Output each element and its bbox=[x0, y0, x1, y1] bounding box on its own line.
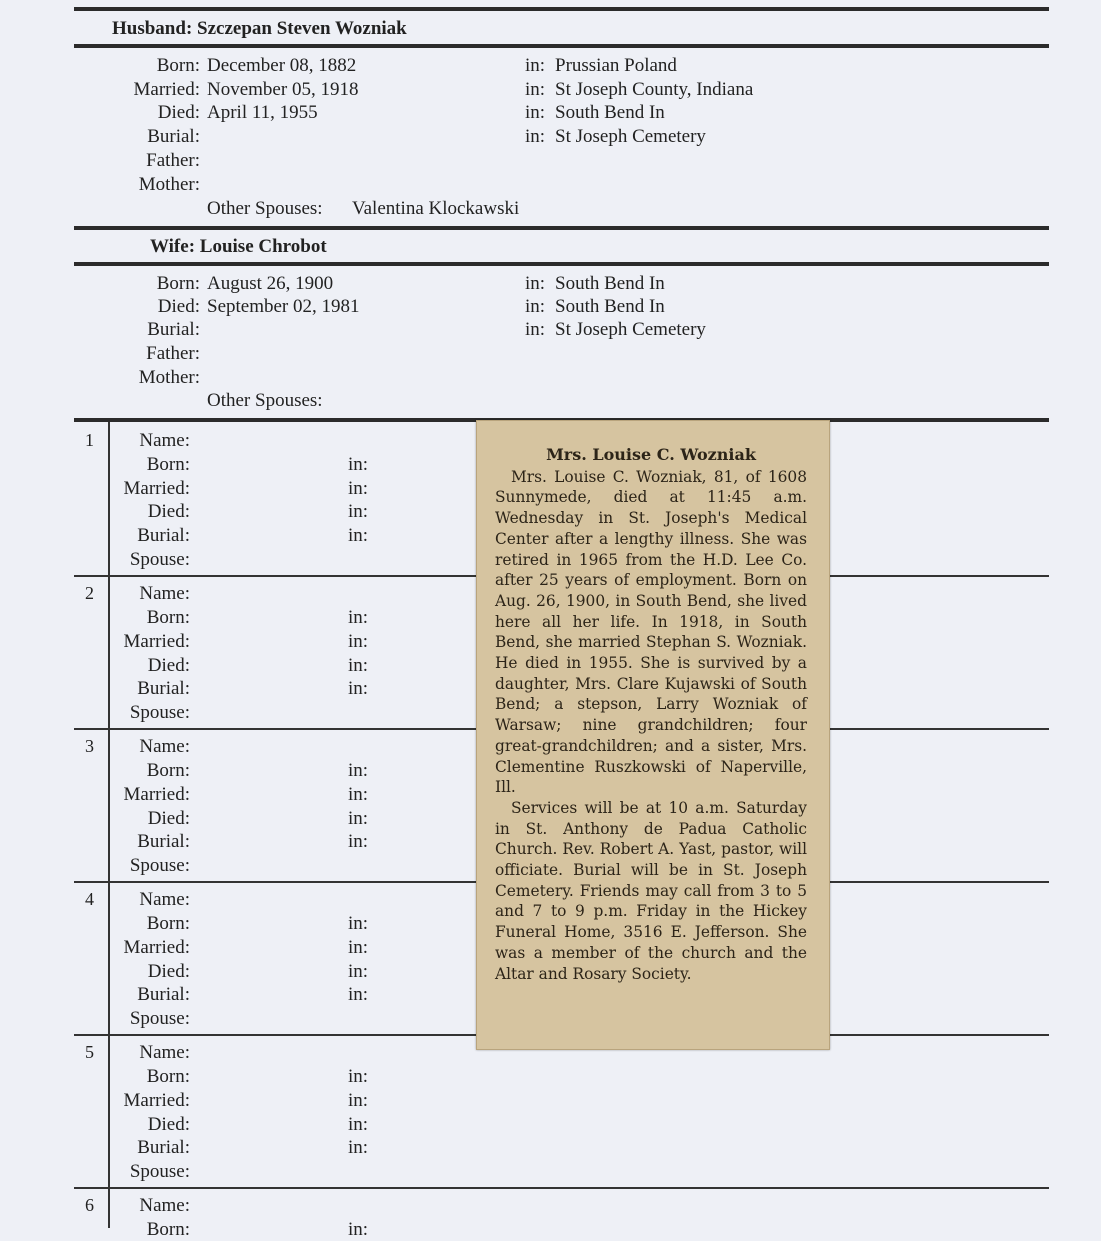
child-4-number: 4 bbox=[85, 889, 94, 909]
child-1-number: 1 bbox=[85, 430, 94, 450]
obituary-title: Mrs. Louise C. Wozniak bbox=[546, 445, 756, 464]
child-4-died-label: Died: bbox=[147, 961, 190, 982]
husband-header bbox=[112, 18, 407, 40]
husband-born-in-label: in: bbox=[525, 55, 546, 76]
child-1-married-in: in: bbox=[348, 478, 369, 499]
obituary-text-block bbox=[495, 445, 807, 984]
child-2-died-in: in: bbox=[348, 655, 369, 676]
husband-top-rule bbox=[74, 7, 1049, 11]
child-2-married-label: Married: bbox=[123, 631, 190, 652]
child-3-married-label: Married: bbox=[123, 784, 190, 805]
wife-header-rule bbox=[74, 262, 1049, 266]
child-5-married-in: in: bbox=[348, 1090, 369, 1111]
husband-died-in-label: in: bbox=[525, 102, 546, 123]
husband-other-spouses-label: Other Spouses: bbox=[207, 198, 323, 219]
child-1-died-in: in: bbox=[348, 501, 369, 522]
husband-header-label: Husband: bbox=[112, 18, 193, 39]
husband-born-place: Prussian Poland bbox=[555, 55, 677, 76]
child-5-died-label: Died: bbox=[147, 1114, 190, 1135]
wife-mother-label: Mother: bbox=[138, 367, 200, 388]
child-4-married-in: in: bbox=[348, 937, 369, 958]
child-5-burial-in: in: bbox=[348, 1137, 369, 1158]
child-3-name-label: Name: bbox=[139, 736, 190, 757]
child-3-died-label: Died: bbox=[147, 808, 190, 829]
child-4-born-label: Born: bbox=[146, 913, 190, 934]
wife-born-place: South Bend In bbox=[555, 273, 665, 294]
wife-burial-in-label: in: bbox=[525, 319, 546, 340]
husband-born-label: Born: bbox=[156, 55, 200, 76]
child-1-married-label: Married: bbox=[123, 478, 190, 499]
child-1-spouse-label: Spouse: bbox=[129, 549, 190, 570]
child-1-burial-label: Burial: bbox=[137, 525, 190, 546]
wife-born-label: Born: bbox=[156, 273, 200, 294]
child-2-name-label: Name: bbox=[139, 583, 190, 604]
child-6-born-in: in: bbox=[348, 1219, 369, 1240]
child-5-bottom-rule bbox=[74, 1187, 1049, 1189]
husband-other-spouses: Valentina Klockawski bbox=[352, 198, 520, 219]
wife-born-date: August 26, 1900 bbox=[207, 273, 334, 294]
child-3-born-in: in: bbox=[348, 760, 369, 781]
child-2-number: 2 bbox=[85, 583, 94, 603]
child-3-number: 3 bbox=[85, 736, 94, 756]
husband-burial-label: Burial: bbox=[147, 126, 200, 147]
child-4-burial-label: Burial: bbox=[137, 984, 190, 1005]
child-4-spouse-label: Spouse: bbox=[129, 1008, 190, 1029]
child-4-burial-in: in: bbox=[348, 984, 369, 1005]
wife-name: Louise Chrobot bbox=[199, 236, 327, 257]
husband-married-label: Married: bbox=[133, 79, 200, 100]
obituary-paragraph-2: Services will be at 10 a.m. Saturday in St. Anthony de Padua Catholic Church. Rev. Robert A. Yast, pastor, will officiate. Burial will be in St. Joseph Cemetery. Friends may call from 3 to 5 and 7 to 9 p.m. Friday in the Hickey Funeral Home, 3516 E. Jefferson. She was a member of the church and the Altar and Rosary Society. bbox=[495, 798, 807, 983]
child-3-burial-in: in: bbox=[348, 831, 369, 852]
child-2-spouse-label: Spouse: bbox=[129, 702, 190, 723]
child-5-burial-label: Burial: bbox=[137, 1137, 190, 1158]
husband-header-rule bbox=[74, 44, 1049, 48]
child-3-married-in: in: bbox=[348, 784, 369, 805]
child-2-born-label: Born: bbox=[146, 607, 190, 628]
child-5-died-in: in: bbox=[348, 1114, 369, 1135]
child-6-number: 6 bbox=[85, 1195, 94, 1215]
child-5-born-label: Born: bbox=[146, 1066, 190, 1087]
child-1-born-label: Born: bbox=[146, 454, 190, 475]
child-2-born-in: in: bbox=[348, 607, 369, 628]
child-1-name-label: Name: bbox=[139, 430, 190, 451]
obituary-paragraph-1: Mrs. Louise C. Wozniak, 81, of 1608 Sunnymede, died at 11:45 a.m. Wednesday in St. Joseph's Medical Center after a lengthy illness. She was retired in 1965 from the H.D. Lee Co. after 25 years of employment. Born on Aug. 26, 1900, in South Bend, she lived here all her life. In 1918, in South Bend, she married Stephan S. Wozniak. He died in 1955. She is survived by a daughter, Mrs. Clare Kujawski of South Bend; a stepson, Larry Wozniak of Warsaw; nine grandchildren; four great-grandchildren; and a sister, Mrs. Clementine Ruszkowski of Naperville, Ill. bbox=[495, 467, 807, 797]
child-5-married-label: Married: bbox=[123, 1090, 190, 1111]
husband-married-place: St Joseph County, Indiana bbox=[555, 79, 754, 100]
wife-father-label: Father: bbox=[146, 343, 200, 364]
child-5-spouse-label: Spouse: bbox=[129, 1161, 190, 1182]
child-1-died-label: Died: bbox=[147, 501, 190, 522]
wife-died-place: South Bend In bbox=[555, 296, 665, 317]
child-5-born-in: in: bbox=[348, 1066, 369, 1087]
husband-mother-label: Mother: bbox=[138, 174, 200, 195]
child-2-died-label: Died: bbox=[147, 655, 190, 676]
child-5-number: 5 bbox=[85, 1042, 94, 1062]
child-2-married-in: in: bbox=[348, 631, 369, 652]
child-3-died-in: in: bbox=[348, 808, 369, 829]
husband-burial-place: St Joseph Cemetery bbox=[555, 126, 706, 147]
husband-burial-in-label: in: bbox=[525, 126, 546, 147]
husband-married-date: November 05, 1918 bbox=[207, 79, 359, 100]
wife-header-label: Wife: bbox=[150, 236, 196, 257]
wife-died-in-label: in: bbox=[525, 296, 546, 317]
husband-born-date: December 08, 1882 bbox=[207, 55, 357, 76]
child-4-died-in: in: bbox=[348, 961, 369, 982]
child-4-married-label: Married: bbox=[123, 937, 190, 958]
child-1-born-in: in: bbox=[348, 454, 369, 475]
wife-burial-label: Burial: bbox=[147, 319, 200, 340]
husband-died-label: Died: bbox=[157, 102, 200, 123]
husband-name: Szczepan Steven Wozniak bbox=[197, 18, 407, 39]
wife-other-spouses-label: Other Spouses: bbox=[207, 390, 323, 411]
husband-father-label: Father: bbox=[146, 150, 200, 171]
child-5-name-label: Name: bbox=[139, 1042, 190, 1063]
obituary-clipping bbox=[476, 420, 830, 1050]
child-2-burial-label: Burial: bbox=[137, 678, 190, 699]
wife-died-date: September 02, 1981 bbox=[207, 296, 360, 317]
child-2-burial-in: in: bbox=[348, 678, 369, 699]
child-3-spouse-label: Spouse: bbox=[129, 855, 190, 876]
husband-married-in-label: in: bbox=[525, 79, 546, 100]
child-6-name-label: Name: bbox=[139, 1195, 190, 1216]
wife-born-in-label: in: bbox=[525, 273, 546, 294]
child-1-burial-in: in: bbox=[348, 525, 369, 546]
child-3-burial-label: Burial: bbox=[137, 831, 190, 852]
child-3-born-label: Born: bbox=[146, 760, 190, 781]
husband-died-place: South Bend In bbox=[555, 102, 665, 123]
wife-burial-place: St Joseph Cemetery bbox=[555, 319, 706, 340]
wife-header bbox=[150, 236, 327, 258]
child-6-born-label: Born: bbox=[146, 1219, 190, 1240]
husband-died-date: April 11, 1955 bbox=[207, 102, 318, 123]
wife-died-label: Died: bbox=[157, 296, 200, 317]
wife-top-rule bbox=[74, 226, 1049, 230]
child-4-name-label: Name: bbox=[139, 889, 190, 910]
child-4-born-in: in: bbox=[348, 913, 369, 934]
